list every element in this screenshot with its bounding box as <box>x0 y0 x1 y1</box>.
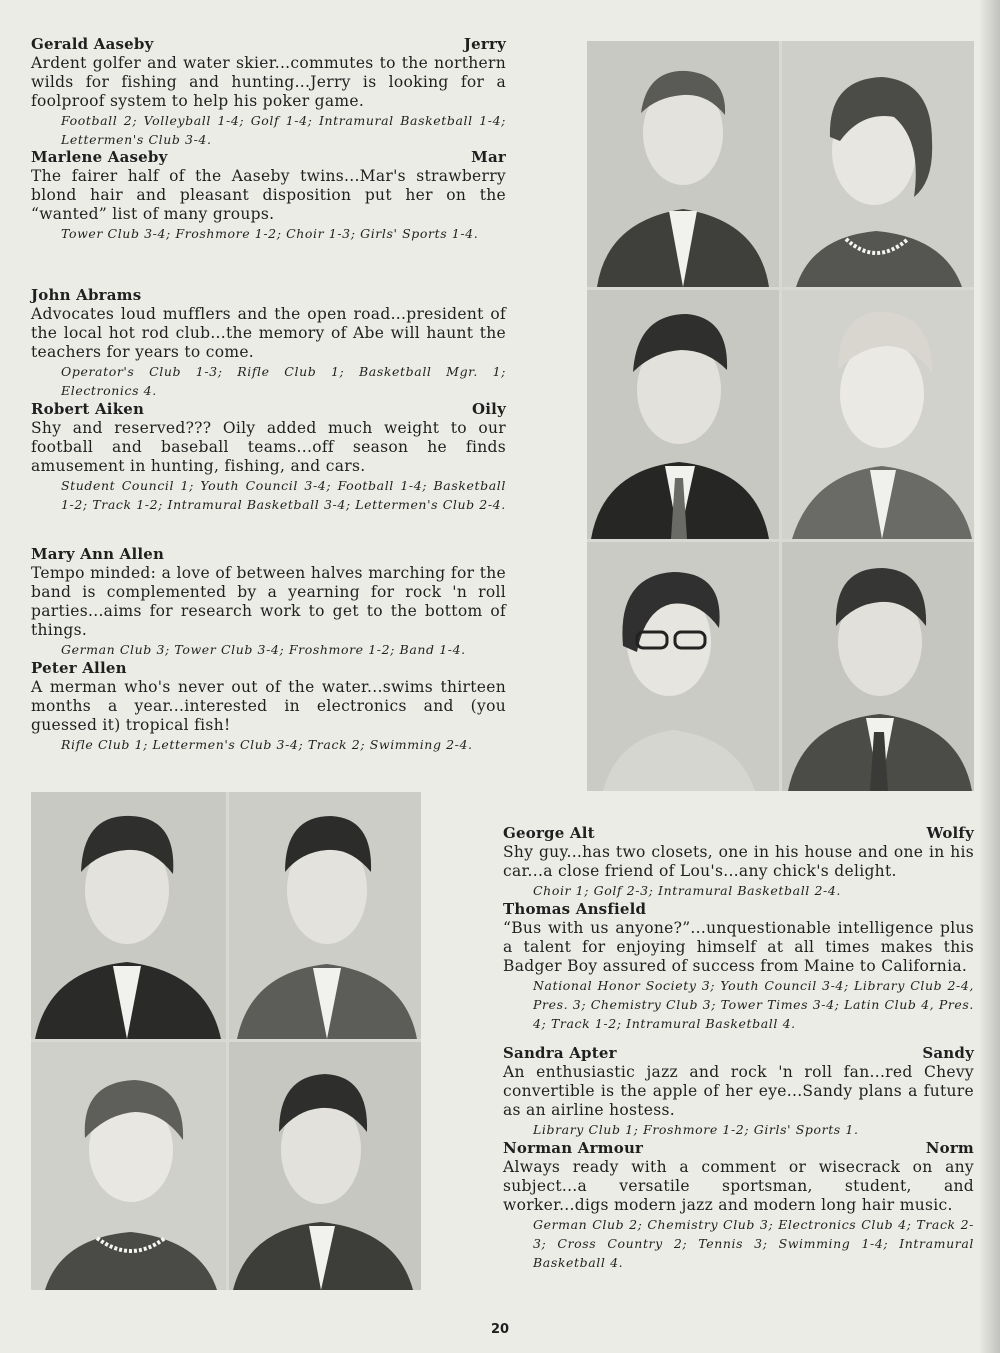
student-description: Shy and reserved??? Oily added much weight to our football and baseball teams...off season he finds amusement in hunting, fishing, and cars. <box>31 419 506 475</box>
entry-peter-allen <box>31 659 506 754</box>
student-name: Peter Allen <box>31 659 127 677</box>
student-description: Tempo minded: a love of between halves marching for the band is complemented by a yearning for rock 'n roll parties...aims for research work to get to the bottom of things. <box>31 564 506 639</box>
student-activities: German Club 3; Tower Club 3-4; Froshmore 1-2; Band 1-4. <box>61 642 466 657</box>
page-number: 20 <box>490 1322 510 1337</box>
student-nickname: Norm <box>925 1139 974 1157</box>
student-description: A merman who's never out of the water...swims thirteen months a year...interested in electronics and (you guessed it) tropical fish! <box>31 678 506 734</box>
student-name: Mary Ann Allen <box>31 545 165 563</box>
portrait-photo <box>31 792 226 1039</box>
portrait-photo <box>229 1042 421 1290</box>
entry-john-abrams <box>31 286 506 400</box>
student-activities: Library Club 1; Froshmore 1-2; Girls' Sports 1. <box>533 1122 859 1137</box>
student-activities: Student Council 1; Youth Council 3-4; Football 1-4; Basketball 1-2; Track 1-2; Intramural Basketball 3-4; Lettermen's Club 2-4. <box>61 478 506 512</box>
student-nickname: Sandy <box>922 1044 974 1062</box>
page-edge-shadow <box>978 0 1000 1353</box>
student-nickname: Mar <box>471 148 506 166</box>
student-nickname: Wolfy <box>926 824 974 842</box>
student-description: An enthusiastic jazz and rock 'n roll fan...red Chevy convertible is the apple of her eye...Sandy plans a future as an airline hostess. <box>503 1063 974 1119</box>
student-description: Advocates loud mufflers and the open road...president of the local hot rod club...the memory of Abe will haunt the teachers for years to come. <box>31 305 506 361</box>
student-description: Ardent golfer and water skier...commutes to the northern wilds for fishing and hunting...Jerry is looking for a foolproof system to help his poker game. <box>31 54 506 110</box>
student-name: Marlene Aaseby <box>31 148 168 166</box>
portrait-photo <box>31 1042 226 1290</box>
portrait-photo <box>782 41 974 287</box>
student-name: Norman Armour <box>503 1139 644 1157</box>
student-name: George Alt <box>503 824 595 842</box>
student-name: Sandra Apter <box>503 1044 617 1062</box>
entry-thomas-ansfield <box>503 900 974 1033</box>
portrait-photo <box>587 290 779 539</box>
photo-grid-bottom-left <box>31 792 421 1290</box>
portrait-photo <box>782 542 974 791</box>
portrait-photo <box>782 290 974 539</box>
entry-robert-aiken <box>31 400 506 514</box>
student-activities: Tower Club 3-4; Froshmore 1-2; Choir 1-3; Girls' Sports 1-4. <box>61 226 479 241</box>
entry-mary-ann-allen <box>31 545 506 659</box>
portrait-photo <box>587 41 779 287</box>
student-activities: Football 2; Volleyball 1-4; Golf 1-4; Intramural Basketball 1-4; Lettermen's Club 3-4. <box>61 113 506 147</box>
portrait-photo <box>229 792 421 1039</box>
student-activities: Choir 1; Golf 2-3; Intramural Basketball 2-4. <box>533 883 841 898</box>
student-nickname: Jerry <box>463 35 506 53</box>
student-activities: German Club 2; Chemistry Club 3; Electronics Club 4; Track 2-3; Cross Country 2; Tennis 3; Swimming 1-4; Intramural Basketball 4. <box>533 1217 974 1270</box>
student-activities: Rifle Club 1; Lettermen's Club 3-4; Track 2; Swimming 2-4. <box>61 737 473 752</box>
entry-sandra-apter <box>503 1044 974 1139</box>
student-description: “Bus with us anyone?”...unquestionable intelligence plus a talent for enjoying himself at all times makes this Badger Boy assured of success from Maine to California. <box>503 919 974 975</box>
student-name: Robert Aiken <box>31 400 145 418</box>
photo-grid-top-right <box>587 41 974 791</box>
student-activities: Operator's Club 1-3; Rifle Club 1; Basketball Mgr. 1; Electronics 4. <box>61 364 506 398</box>
student-activities: National Honor Society 3; Youth Council 3-4; Library Club 2-4, Pres. 3; Chemistry Club 3; Tower Times 3-4; Latin Club 4, Pres. 4; Track 1-2; Intramural Basketball 4. <box>533 978 974 1031</box>
entry-george-alt <box>503 824 974 900</box>
entry-marlene-aaseby <box>31 148 506 243</box>
portrait-photo <box>587 542 779 791</box>
student-nickname: Oily <box>472 400 506 418</box>
student-name: Thomas Ansfield <box>503 900 647 918</box>
student-description: Always ready with a comment or wisecrack on any subject...a versatile sportsman, student, and worker...digs modern jazz and modern long hair music. <box>503 1158 974 1214</box>
student-description: The fairer half of the Aaseby twins...Mar's strawberry blond hair and pleasant disposition put her on the “wanted” list of many groups. <box>31 167 506 223</box>
student-name: Gerald Aaseby <box>31 35 154 53</box>
student-description: Shy guy...has two closets, one in his house and one in his car...a close friend of Lou's...any chick's delight. <box>503 843 974 880</box>
student-name: John Abrams <box>31 286 142 304</box>
entry-norman-armour <box>503 1139 974 1272</box>
entry-gerald-aaseby <box>31 35 506 149</box>
